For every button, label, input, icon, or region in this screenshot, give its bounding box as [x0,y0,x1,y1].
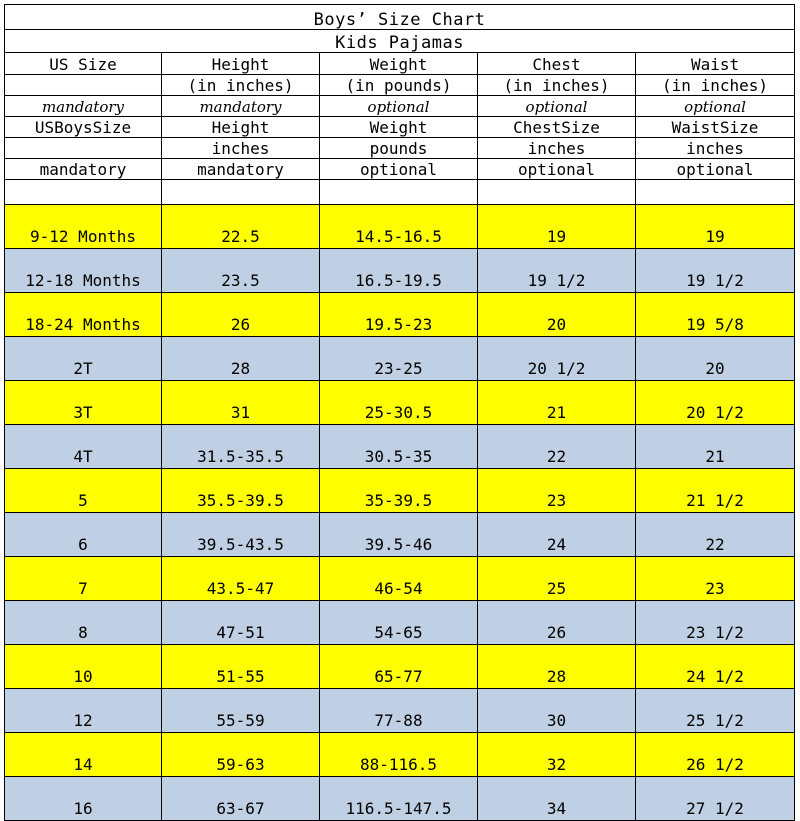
height-cell: 35.5-39.5 [162,469,320,513]
chest-cell: 20 [478,293,636,337]
height-cell: 26 [162,293,320,337]
weight-cell: 35-39.5 [320,469,478,513]
table-row [5,469,795,513]
waist-cell: 19 [636,205,795,249]
waist-cell: 26 1/2 [636,733,795,777]
waist-cell: 25 1/2 [636,689,795,733]
us-size-cell: 10 [5,645,162,689]
table-row [5,425,795,469]
us-size-cell: 2T [5,337,162,381]
height-cell: 22.5 [162,205,320,249]
table-row [5,249,795,293]
header-cell: Height [162,53,320,75]
header-cell: Weight [320,53,478,75]
chest-cell: 20 1/2 [478,337,636,381]
us-size-cell: 12 [5,689,162,733]
us-size-cell: 18-24 Months [5,293,162,337]
weight-cell: 77-88 [320,689,478,733]
chest-cell: 26 [478,601,636,645]
us-size-cell: 3T [5,381,162,425]
header-cell: mandatory [162,96,320,117]
table-row [5,557,795,601]
table-row [5,645,795,689]
table-row [5,689,795,733]
us-size-cell: 6 [5,513,162,557]
header-row [5,53,795,75]
height-cell: 63-67 [162,777,320,821]
waist-cell: 23 [636,557,795,601]
empty-cell [478,180,636,205]
header-cell: optional [636,159,795,180]
waist-cell: 20 1/2 [636,381,795,425]
chest-cell: 28 [478,645,636,689]
header-cell: optional [478,159,636,180]
header-cell: USBoysSize [5,117,162,138]
weight-cell: 65-77 [320,645,478,689]
us-size-cell: 7 [5,557,162,601]
weight-cell: 54-65 [320,601,478,645]
header-cell: mandatory [5,159,162,180]
empty-cell [162,180,320,205]
empty-cell [320,180,478,205]
header-field-row [5,117,795,138]
chest-cell: 25 [478,557,636,601]
weight-cell: 116.5-147.5 [320,777,478,821]
weight-cell: 39.5-46 [320,513,478,557]
waist-cell: 24 1/2 [636,645,795,689]
height-cell: 23.5 [162,249,320,293]
height-cell: 31 [162,381,320,425]
weight-cell: 25-30.5 [320,381,478,425]
height-cell: 28 [162,337,320,381]
weight-cell: 23-25 [320,337,478,381]
table-row [5,777,795,821]
chest-cell: 22 [478,425,636,469]
header-cell: (in inches) [636,75,795,96]
waist-cell: 22 [636,513,795,557]
header-cell: US Size [5,53,162,75]
header-cell: (in inches) [162,75,320,96]
header-cell: optional [320,159,478,180]
header-cell: mandatory [162,159,320,180]
empty-cell [636,180,795,205]
header-cell: Weight [320,117,478,138]
header-cell: Waist [636,53,795,75]
table-row [5,205,795,249]
weight-cell: 30.5-35 [320,425,478,469]
table-row [5,601,795,645]
waist-cell: 19 1/2 [636,249,795,293]
us-size-cell: 5 [5,469,162,513]
waist-cell: 27 1/2 [636,777,795,821]
waist-cell: 23 1/2 [636,601,795,645]
chest-cell: 23 [478,469,636,513]
header-cell: inches [478,138,636,159]
header-flag-row [5,159,795,180]
header-cell: Chest [478,53,636,75]
waist-cell: 19 5/8 [636,293,795,337]
title-row [5,5,795,30]
waist-cell: 21 [636,425,795,469]
header-cell: optional [636,96,795,117]
size-chart-table [4,4,795,821]
chest-cell: 32 [478,733,636,777]
empty-cell [5,180,162,205]
weight-cell: 19.5-23 [320,293,478,337]
header-cell: WaistSize [636,117,795,138]
header-units-row [5,75,795,96]
us-size-cell: 8 [5,601,162,645]
chest-cell: 19 1/2 [478,249,636,293]
table-row [5,513,795,557]
table-row [5,733,795,777]
height-cell: 51-55 [162,645,320,689]
spacer-row [5,180,795,205]
chest-cell: 34 [478,777,636,821]
waist-cell: 20 [636,337,795,381]
table-row [5,337,795,381]
header-cell: (in inches) [478,75,636,96]
table-row [5,381,795,425]
weight-cell: 16.5-19.5 [320,249,478,293]
header-cell: Height [162,117,320,138]
us-size-cell: 12-18 Months [5,249,162,293]
header-cell: inches [162,138,320,159]
chart-subtitle: Kids Pajamas [5,30,795,53]
height-cell: 39.5-43.5 [162,513,320,557]
weight-cell: 46-54 [320,557,478,601]
height-cell: 47-51 [162,601,320,645]
chart-title: Boys’ Size Chart [5,5,795,30]
table-row [5,293,795,337]
header-cell: inches [636,138,795,159]
header-cell: mandatory [5,96,162,117]
height-cell: 43.5-47 [162,557,320,601]
us-size-cell: 16 [5,777,162,821]
header-cell: optional [478,96,636,117]
header-cell [5,75,162,96]
header-cell [5,138,162,159]
chest-cell: 30 [478,689,636,733]
header-cell: ChestSize [478,117,636,138]
height-cell: 31.5-35.5 [162,425,320,469]
header-requirement-row [5,96,795,117]
header-cell: optional [320,96,478,117]
us-size-cell: 9-12 Months [5,205,162,249]
weight-cell: 88-116.5 [320,733,478,777]
header-cell: (in pounds) [320,75,478,96]
chest-cell: 21 [478,381,636,425]
header-cell: pounds [320,138,478,159]
us-size-cell: 14 [5,733,162,777]
subtitle-row [5,30,795,53]
height-cell: 55-59 [162,689,320,733]
waist-cell: 21 1/2 [636,469,795,513]
height-cell: 59-63 [162,733,320,777]
chest-cell: 19 [478,205,636,249]
weight-cell: 14.5-16.5 [320,205,478,249]
header-unit-row [5,138,795,159]
us-size-cell: 4T [5,425,162,469]
chest-cell: 24 [478,513,636,557]
